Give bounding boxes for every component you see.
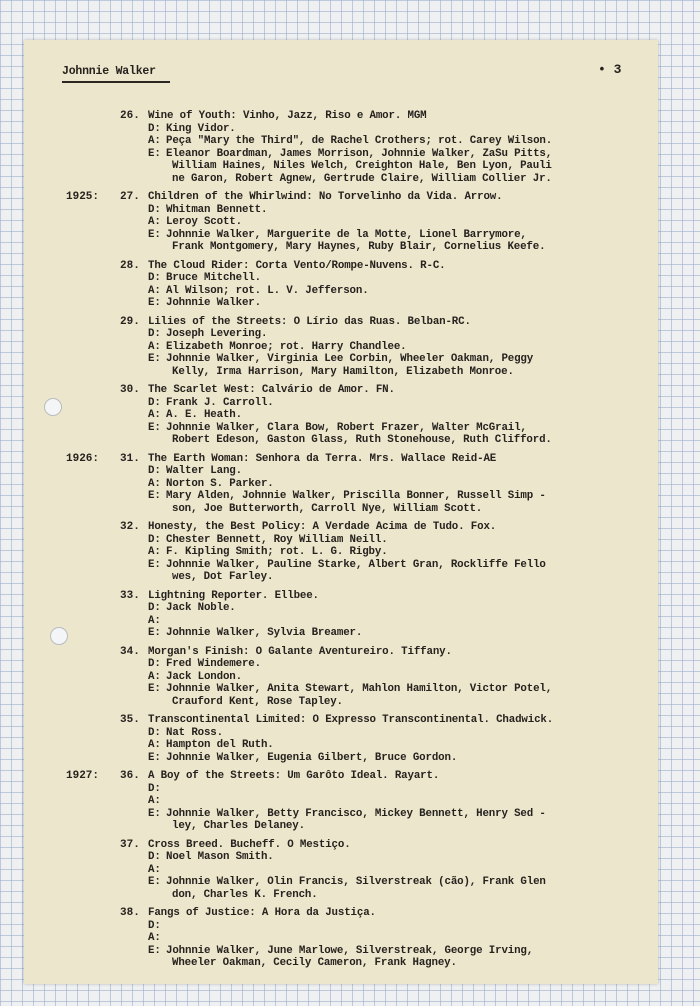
film-entry (24, 646, 658, 709)
author-row (24, 546, 658, 559)
cast-value: Johnnie Walker, Sylvia Breamer. (166, 627, 363, 639)
director-label: D: (148, 782, 161, 795)
entry-number: 34. (120, 645, 140, 658)
cast-row (24, 148, 658, 161)
director-value: Walter Lang. (166, 465, 242, 477)
cast-value: Johnnie Walker, Eugenia Gilbert, Bruce Gordon. (166, 751, 458, 764)
author-label: A: (148, 795, 161, 807)
film-entry (24, 839, 658, 902)
author-value: Elizabeth Monroe; rot. Harry Chandlee. (166, 340, 407, 353)
cast-value: Johnnie Walker, Betty Francisco, Mickey Bennett, Henry Sed - (166, 807, 546, 820)
cast-label: E: (148, 683, 161, 695)
director-value: Fred Windemere. (166, 658, 261, 670)
cast-row (24, 490, 658, 503)
entry-title: The Scarlet West: Calvário de Amor. FN. (148, 384, 395, 396)
cast-label: E: (148, 147, 161, 160)
director-value: Jack Noble. (166, 602, 236, 614)
page-header-name: Johnnie Walker (62, 65, 156, 78)
cast-label: E: (148, 807, 161, 820)
cast-row (24, 752, 658, 765)
cast-continued: don, Charles K. French. (172, 888, 318, 901)
filmography-list (24, 110, 658, 976)
director-label: D: (148, 602, 161, 614)
cast-continued: Kelly, Irma Harrison, Mary Hamilton, Elizabeth Monroe. (172, 365, 514, 378)
entry-number: 37. (120, 838, 140, 851)
cast-label: E: (148, 421, 161, 434)
cast-row (24, 808, 658, 821)
cast-continued: ley, Charles Delaney. (172, 820, 305, 832)
author-row (24, 285, 658, 298)
entry-title: Lightning Reporter. Ellbee. (148, 589, 319, 602)
director-row (24, 534, 658, 547)
cast-label: E: (148, 228, 161, 241)
cast-continued: Wheeler Oakman, Cecily Cameron, Frank Hagney. (172, 957, 457, 969)
cast-row (24, 422, 658, 435)
entry-number: 35. (120, 714, 140, 726)
cast-row (24, 229, 658, 242)
author-label: A: (148, 284, 161, 297)
entry-number: 30. (120, 384, 140, 396)
entry-number: 36. (120, 770, 140, 782)
author-row (24, 478, 658, 491)
author-value: Hampton del Ruth. (166, 739, 274, 751)
author-label: A: (148, 340, 161, 353)
author-value: F. Kipling Smith; rot. L. G. Rigby. (166, 546, 388, 558)
director-row (24, 204, 658, 217)
cast-label: E: (148, 751, 161, 764)
cast-continued: Crauford Kent, Rose Tapley. (172, 695, 343, 708)
author-label: A: (148, 135, 161, 147)
punch-hole (50, 627, 68, 645)
entry-title: Lilies of the Streets: O Lírio das Ruas. Belban-RC. (148, 315, 471, 328)
film-entry (24, 770, 658, 833)
author-label: A: (148, 670, 161, 683)
director-row (24, 272, 658, 285)
director-label: D: (148, 272, 161, 284)
entry-title: The Cloud Rider: Corta Vento/Rompe-Nuvens. R-C. (148, 259, 446, 272)
author-label: A: (148, 546, 161, 558)
cast-value: Eleanor Boardman, James Morrison, Johnnie Walker, ZaSu Pitts, (166, 147, 553, 160)
author-row (24, 615, 658, 628)
cast-label: E: (148, 627, 161, 639)
director-label: D: (148, 203, 161, 216)
director-row (24, 920, 658, 933)
cast-continued: Robert Edeson, Gaston Glass, Ruth Stonehouse, Ruth Clifford. (172, 434, 552, 446)
director-label: D: (148, 658, 161, 670)
entry-number: 32. (120, 521, 140, 533)
entry-number: 28. (120, 259, 140, 272)
entry-title: Cross Breed. Bucheff. O Mestiço. (148, 838, 351, 851)
director-value: King Vidor. (166, 122, 236, 135)
director-value: Noel Mason Smith. (166, 851, 274, 863)
cast-continued: William Haines, Niles Welch, Creighton Hale, Ben Lyon, Pauli (172, 160, 552, 172)
cast-row (24, 627, 658, 640)
cast-row (24, 683, 658, 696)
director-value: Chester Bennett, Roy William Neill. (166, 533, 388, 546)
entry-title: Transcontinental Limited: O Expresso Transcontinental. Chadwick. (148, 714, 554, 726)
director-value: Joseph Levering. (166, 328, 268, 340)
entry-number: 38. (120, 907, 140, 919)
film-entry (24, 316, 658, 379)
cast-label: E: (148, 490, 161, 502)
cast-value: Johnnie Walker, Marguerite de la Motte, Lionel Barrymore, (166, 228, 527, 241)
entry-title: Children of the Whirlwind: No Torvelinho da Vida. Arrow. (148, 191, 503, 203)
cast-continued: ne Garon, Robert Agnew, Gertrude Claire, William Collier Jr. (172, 172, 552, 185)
director-row (24, 397, 658, 410)
author-row (24, 671, 658, 684)
entry-title: Morgan's Finish: O Galante Aventureiro. Tiffany. (148, 645, 452, 658)
film-entry (24, 110, 658, 185)
author-row (24, 341, 658, 354)
author-row (24, 864, 658, 877)
author-row (24, 216, 658, 229)
film-entry (24, 714, 658, 764)
entry-title: Wine of Youth: Vinho, Jazz, Riso e Amor. MGM (148, 110, 427, 122)
film-entry (24, 191, 658, 254)
film-entry (24, 384, 658, 447)
entry-number: 31. (120, 452, 140, 465)
director-value: Whitman Bennett. (166, 203, 268, 216)
entry-title: Honesty, the Best Policy: A Verdade Acima de Tudo. Fox. (148, 521, 497, 533)
director-row (24, 465, 658, 478)
film-entry (24, 590, 658, 640)
entry-number: 33. (120, 589, 140, 602)
film-entry (24, 260, 658, 310)
typed-page (24, 40, 658, 984)
director-label: D: (148, 726, 161, 739)
author-label: A: (148, 739, 161, 751)
cast-value: Johnnie Walker, June Marlowe, Silverstreak, George Irving, (166, 944, 534, 957)
cast-label: E: (148, 944, 161, 957)
author-value: Jack London. (166, 670, 242, 683)
entry-year: 1927: (66, 770, 100, 782)
author-row (24, 135, 658, 148)
page-number: • 3 (598, 62, 622, 77)
cast-continued: Frank Montgomery, Mary Haynes, Ruby Blair, Cornelius Keefe. (172, 241, 546, 253)
cast-label: E: (148, 353, 161, 365)
author-value: A. E. Heath. (166, 409, 242, 421)
cast-row (24, 559, 658, 572)
cast-continued: son, Joe Butterworth, Carroll Nye, William Scott. (172, 502, 483, 515)
cast-value: Mary Alden, Johnnie Walker, Priscilla Bonner, Russell Simp - (166, 490, 546, 502)
author-row (24, 739, 658, 752)
film-entry (24, 907, 658, 970)
entry-number: 29. (120, 315, 140, 328)
director-value: Nat Ross. (166, 726, 223, 739)
entry-number: 27. (120, 191, 140, 203)
header-underline (62, 81, 170, 83)
director-value: Bruce Mitchell. (166, 272, 261, 284)
punch-hole (44, 398, 62, 416)
author-value: Peça "Mary the Third", de Rachel Crothers; rot. Carey Wilson. (166, 135, 553, 147)
director-value: Frank J. Carroll. (166, 396, 274, 409)
director-row (24, 658, 658, 671)
author-label: A: (148, 477, 161, 490)
film-entry (24, 453, 658, 516)
author-label: A: (148, 216, 161, 228)
entry-year: 1925: (66, 191, 100, 203)
author-row (24, 932, 658, 945)
author-value: Al Wilson; rot. L. V. Jefferson. (166, 284, 369, 297)
cast-value: Johnnie Walker, Olin Francis, Silverstreak (cão), Frank Glen (166, 876, 546, 888)
director-row (24, 602, 658, 615)
director-label: D: (148, 851, 161, 863)
author-label: A: (148, 409, 161, 421)
director-label: D: (148, 396, 161, 409)
cast-value: Johnnie Walker, Virginia Lee Corbin, Wheeler Oakman, Peggy (166, 353, 534, 365)
film-entry (24, 521, 658, 584)
director-row (24, 727, 658, 740)
director-label: D: (148, 122, 161, 135)
director-label: D: (148, 465, 161, 477)
author-label: A: (148, 863, 161, 876)
director-row (24, 328, 658, 341)
author-value: Norton S. Parker. (166, 477, 274, 490)
cast-label: E: (148, 558, 161, 571)
author-value: Leroy Scott. (166, 216, 242, 228)
cast-continued: wes, Dot Farley. (172, 571, 274, 583)
cast-row (24, 353, 658, 366)
entry-title: A Boy of the Streets: Um Garôto Ideal. Rayart. (148, 770, 440, 782)
entry-title: The Earth Woman: Senhora da Terra. Mrs. Wallace Reid-AE (148, 452, 497, 465)
author-label: A: (148, 932, 161, 944)
entry-number: 26. (120, 110, 140, 122)
author-row (24, 795, 658, 808)
cast-row (24, 297, 658, 310)
cast-value: Johnnie Walker, Anita Stewart, Mahlon Hamilton, Victor Potel, (166, 683, 553, 695)
cast-row (24, 876, 658, 889)
cast-value: Johnnie Walker. (166, 297, 261, 309)
director-row (24, 783, 658, 796)
director-label: D: (148, 328, 161, 340)
director-row (24, 123, 658, 136)
cast-value: Johnnie Walker, Pauline Starke, Albert Gran, Rockliffe Fello (166, 558, 546, 571)
entry-year: 1926: (66, 452, 100, 465)
cast-value: Johnnie Walker, Clara Bow, Robert Frazer, Walter McGrail, (166, 421, 527, 434)
cast-row (24, 945, 658, 958)
author-row (24, 409, 658, 422)
cast-label: E: (148, 876, 161, 888)
director-label: D: (148, 533, 161, 546)
entry-title: Fangs of Justice: A Hora da Justiça. (148, 907, 376, 919)
author-label: A: (148, 614, 161, 627)
cast-label: E: (148, 297, 161, 309)
director-label: D: (148, 919, 161, 932)
director-row (24, 851, 658, 864)
